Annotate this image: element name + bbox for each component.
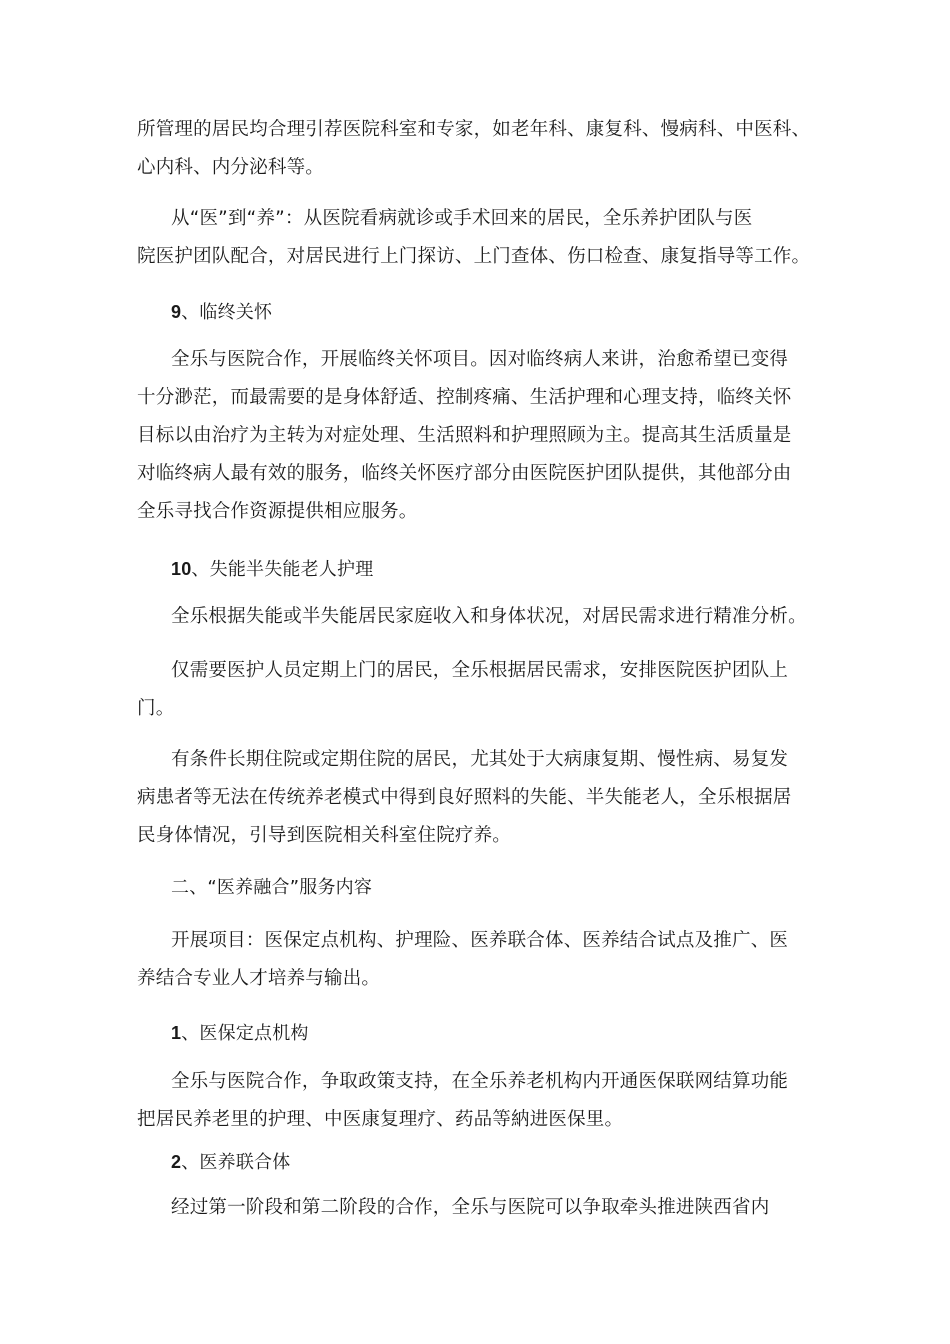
text-line: 全乐根据失能或半失能居民家庭收入和身体状况，对居民需求进行精准分析。 (171, 606, 807, 627)
text-line: 所管理的居民均合理引荐医院科室和专家，如老年科、康复科、慢病科、中医科、 (137, 119, 811, 140)
text-line: 民身体情况，引导到医院相关科室住院疗养。 (137, 825, 512, 846)
text-line: 开展项目：医保定点机构、护理险、医养联合体、医养结合试点及推广、医 (171, 930, 789, 951)
heading-number: 10 (171, 559, 192, 579)
text-line: 目标以由治疗为主转为对症处理、生活照料和护理照顾为主。提高其生活质量是 (137, 425, 792, 446)
text-line: 仅需要医护人员定期上门的居民，全乐根据居民需求，安排医院医护团队上 (171, 660, 789, 681)
heading-text: 、临终关怀 (181, 302, 273, 323)
text-line: 经过第一阶段和第二阶段的合作，全乐与医院可以争取牵头推进陕西省内 (171, 1197, 770, 1218)
text-line: 全乐寻找合作资源提供相应服务。 (137, 501, 418, 522)
text-line: 全乐与医院合作，开展临终关怀项目。因对临终病人来讲，治愈希望已变得 (171, 349, 789, 370)
text-line: 全乐与医院合作，争取政策支持，在全乐养老机构内开通医保联网结算功能 (171, 1071, 789, 1092)
text-line: 十分渺茫，而最需要的是身体舒适、控制疼痛、生活护理和心理支持，临终关怀 (137, 387, 792, 408)
text-line: 把居民养老里的护理、中医康复理疗、药品等納进医保里。 (137, 1109, 624, 1130)
heading-text: 、失能半失能老人护理 (191, 559, 374, 580)
text-line: 病患者等无法在传统养老模式中得到良好照料的失能、半失能老人，全乐根据居 (137, 787, 792, 808)
section-heading (171, 300, 272, 325)
text-line: 心内科、内分泌科等。 (137, 157, 325, 178)
heading-number: 2 (171, 1152, 182, 1172)
text-line: 门。 (137, 698, 175, 719)
heading-text: 、医养联合体 (181, 1152, 291, 1173)
text-line: 对临终病人最有效的服务，临终关怀医疗部分由医院医护团队提供，其他部分由 (137, 463, 792, 484)
section-heading (171, 1150, 290, 1175)
heading-text: 、医保定点机构 (181, 1023, 309, 1044)
text-line: 院医护团队配合，对居民进行上门探访、上门查体、伤口检查、康复指导等工作。 (137, 246, 811, 267)
text-line: 养结合专业人才培养与输出。 (137, 968, 381, 989)
text-line: 有条件长期住院或定期住院的居民，尤其处于大病康复期、慢性病、易复发 (171, 749, 789, 770)
section-heading (171, 1021, 309, 1046)
heading-number: 1 (171, 1023, 182, 1043)
section-heading (171, 557, 373, 582)
section-heading: 二、“医养融合”服务内容 (171, 877, 373, 898)
text-line: 从“医”到“养”：从医院看病就诊或手术回来的居民，全乐养护团队与医 (171, 208, 753, 229)
heading-number: 9 (171, 302, 182, 322)
